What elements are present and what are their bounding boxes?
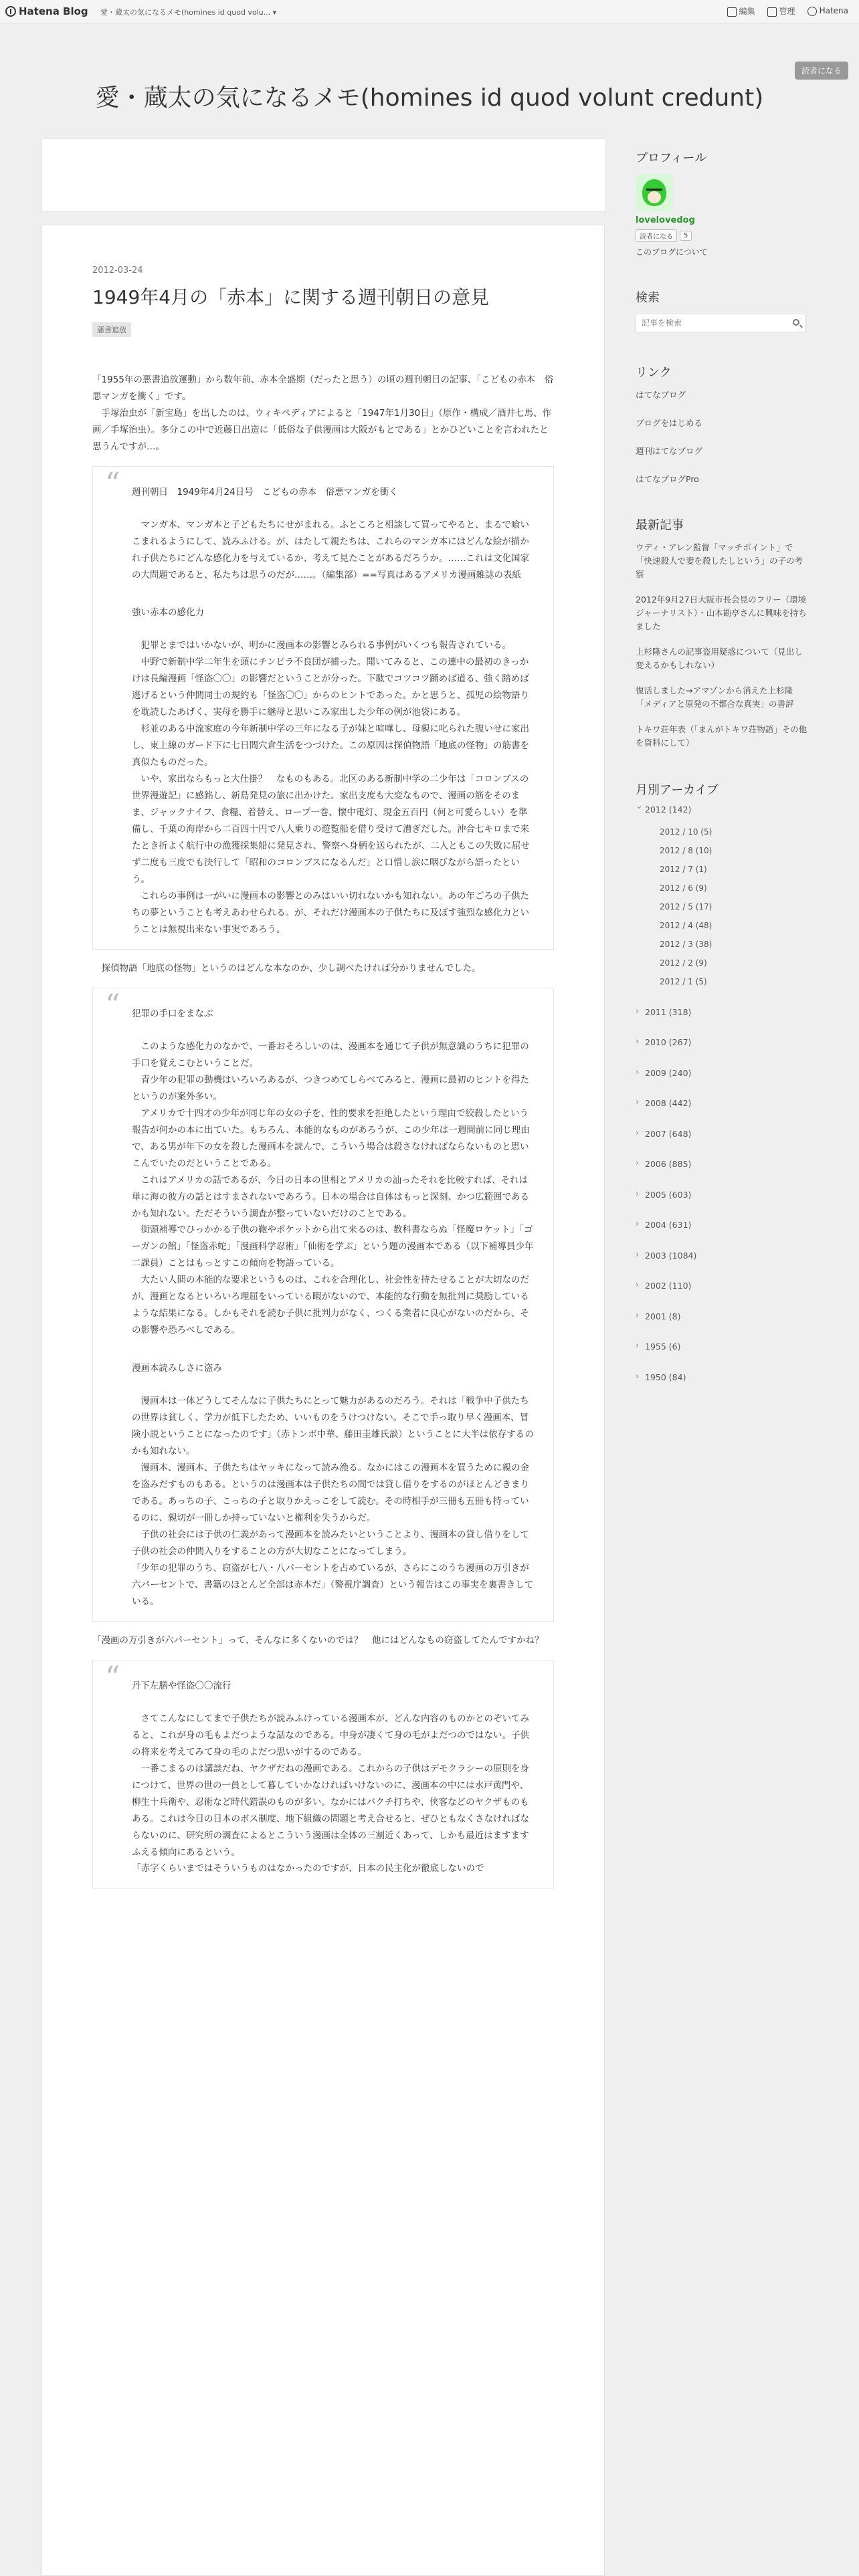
quote-paragraph: 漫画本は一体どうしてそんなに子供たちにとって魅力があるのだろう。それは「戦争中子供たちの世界は貧しく、学力が低下したため、いいものをうけつけない。そこで手っ取り早く漫画本、冒険小説ということになったのです」（赤トンボ中華、藤田圭雄氏談）ということに大半は依存するのかも知れない。 [132,1396,534,1457]
search-box [636,314,805,332]
recent-entry-link[interactable]: 2012年9月27日大阪市長会見のフリー（環境ジャーナリスト）・山本勘亭さんに興味を持ちました [636,595,807,631]
quote-paragraph: マンガ本、マンガ本と子どもたちにせがまれる。ふところと相談して買ってやると、まるで喰いこまれるようにして、読みふける。が、はたして親たちは、これらのマンガ本にはどんな絵が描かれ子供たちにどんな感化力を与えているか、考えて見たことがあるだろうか。……これは文化国家の大問題であると、私たちは思うのだが……。（編集部）==写真はあるアメリカ漫画雑誌の表紙 [132,519,529,580]
quote-paragraph: これはアメリカの話であるが、今日の日本の世相とアメリカの汕ったそれを比較すれば、それは単に海の彼方の話とはすまされないであろう。日本の場合は自体はもっと深刻、かつ広範囲であるかも知れない。ただそういう調査が整っていないだけのことである。 [132,1174,529,1219]
follow-widget [636,229,809,242]
sidebar [636,148,809,1412]
quote-paragraph: 青少年の犯罪の動機はいろいろあるが、つきつめてしらべてみると、漫画に最初のヒントを得たというのが案外多い。 [132,1074,529,1102]
archive-heading: 月別アーカイブ [636,783,719,797]
article-title[interactable]: 1949年4月の「赤本」に関する週刊朝日の意見 [92,286,490,308]
hatena-blog-logo[interactable] [5,5,88,17]
recent-entry-link[interactable]: 上杉隆さんの記事盗用疑惑について（見出し変えるかもしれない） [636,647,803,670]
paragraph: 探偵物語「地底の怪物」というのはどんな本なのか、少し調べたければ分かりませんでした。 [92,962,481,974]
quote-subheading: 漫画本読みしさに盗み [132,1363,222,1374]
quote-paragraph: これらの事例は一がいに漫画本の影響とのみはいい切れないかも知れない。あの年ごろの子供たちの夢ということも考えあわせられる。が、それだけ漫画本の子供たちに及ぼす強烈な感化力ということは無視出来ない事実であろう。 [132,890,529,935]
quote-icon: “ [105,988,120,1023]
quote-paragraph: このような感化力のなかで、一番おそろしいのは、漫画本を通じて子供が無意識のうちに犯罪の手口を覚えこむということだ。 [132,1041,529,1069]
archive-year-toggle[interactable]: › 2010 (267) [636,1039,809,1047]
search-input[interactable] [636,314,781,332]
archive-year-toggle[interactable]: › 2007 (648) [636,1130,809,1139]
quote-icon: “ [105,466,120,501]
archive-year-toggle[interactable]: › 2009 (240) [636,1069,809,1078]
archive-year-toggle[interactable]: › 2002 (110) [636,1282,809,1291]
archive-month-list [636,827,809,986]
quote-paragraph: アメリカで十四才の少年が同じ年の女の子を、性的要求を拒絶したという理由で絞殺したという報告が何かの本に出ていた。もちろん、本能的なものがあろうが、この少年は一週間前に同じ理由で、ある男が年下の女を殺した漫画本を読んで、こういう場合は殺さなければならないものと思いこんでいたのだということである。 [132,1107,530,1169]
archive-month-link[interactable]: 2012 / 2 (9) [660,958,707,968]
quote-paragraph: 漫画本、漫画本、子供たちはヤッキになって読み漁る。なかにはこの漫画本を買うために親の金を盗みだすものもある。というのは漫画本は子供たちの間では貸し借りをするのがほとんどきまりである。あっちの子、こっちの子と取りかえっこをして読む。その時相手が三冊も五冊も持っているのに、親切が一冊しか持っていないと権利を失うからだ。 [132,1463,529,1524]
archive-year-toggle[interactable]: › 2011 (318) [636,1008,809,1017]
quote-subheading: 強い赤本の感化力 [132,607,204,619]
search-module [636,288,809,332]
archive-month-link[interactable]: 2012 / 1 (5) [660,976,707,986]
paragraph: 手塚治虫が「新宝島」を出したのは、ウィキペディアによると「1947年1月30日」（原作・構成／酒井七馬、作画／手塚治虫）。多分この中で近藤日出造に「低俗な子供漫画は大阪がもとである」とかひどいことを言われたと思うんですが…。 [92,407,551,452]
quote-paragraph: いや、家出ならもっと大仕掛？ なものもある。北区のある新制中学の二少年は「コロンブスの世界漫遊記」に感銘し、新島発見の旅に出かけた。家出支度も大変なもので、漫画の筋をそのまま、ジャックナイフ、食糧、着替え、ロープ一巻、懐中電灯、現金五百円（何と可愛らしい）を準備し、千葉の海岸から二百四十円で八人乗りの遊覧船を借り受けて漕ぎだした。沖合七キロまで来たとき折よく航行中の漁獲採集船に発見され、警察へ身柄を送られたが、二人ともこの失敗に屈せず二度も三度でも決行して「昭和のコロンブスになるんだ」と口惜し涙に咽びながら語ったという。 [132,774,530,885]
article-body [92,372,554,1889]
profile-heading: プロフィール [636,151,707,165]
quote-heading: 犯罪の手口をまなぶ [132,1008,213,1019]
link-item[interactable]: 週刊はてなブログ [636,446,703,456]
archive-year-toggle[interactable]: › 1955 (6) [636,1343,809,1352]
quote-heading: 週刊朝日 1949年4月24日号 こどもの赤本 俗悪マンガを衝く [132,486,398,498]
recent-entry-link[interactable]: 復活しました→アマゾンから消えた上杉隆「メディアと原発の不都合な真実」の書評 [636,685,794,709]
follower-count[interactable]: 5 [680,231,692,241]
username-link[interactable]: lovelovedog [636,215,695,225]
archive-month-link[interactable]: 2012 / 5 (17) [660,901,712,911]
blockquote [92,1660,554,1889]
quote-paragraph: 犯罪とまではいかないが、明かに漫画本の影響とみられる事例がいくつも報告されている。 [132,640,511,651]
user-icon [807,7,817,16]
archive-year-toggle[interactable]: › 2004 (631) [636,1221,809,1230]
subscribe-button[interactable]: 読者になる [795,62,848,80]
recent-entry-link[interactable]: ウディ・アレン監督「マッチポイント」で「快速殺人で妻を殺したしという」の子の考察 [636,542,803,579]
quote-paragraph: 大たい人間の本能的な要求というものは、これを合理化し、社会性を持たせることが大切なのだが、漫画となるといろいろ理屈をいっている暇がないので、本能的な行動を無批判に奨励しているような結果になる。しかもそれを読む子供に批判力がなく、つくる業者に良心がないのだから、その影響や恐ろべしである。 [132,1275,529,1336]
blog-title[interactable]: 愛・蔵太の気になるメモ(homines id quod volunt credunt) [95,84,764,112]
quote-paragraph: 中野で新制中学二年生を頭にチンピラ不良団が捕った。聞いてみると、この連中の最初のきっかけは長編漫画「怪盗〇〇」の影響だということが分った。下駄でコツコツ踊めば道る、強く踏めば逃げるという仲間同士の規約も「怪盗〇〇」からのヒントであった。かと思うと、孤児の絵物語りを耽読したあげく、実母を勝手に継母と思いこみ家出した少年の例が池袋にある。 [132,657,529,718]
follow-button[interactable]: 読者になる [636,229,677,242]
links-heading: リンク [636,366,672,380]
quote-paragraph: 杉並のある中流家庭の今年新制中学の三年になる子が妹と喧嘩し、母親に叱られた腹いせに家出し、東上線のガード下に七日間穴倉生活をつづけた。この原因は探偵物語「地底の怪物」の筋書を真似たものだった。 [132,724,529,768]
hatena-logo-icon [5,6,16,17]
blog-header [0,23,859,140]
paragraph: 「漫画の万引きが六パーセント」って、そんなに多くないのでは？ 他にはどんなもの窃盗してたんですかね？ [92,1634,544,1646]
quote-paragraph: 「赤字くらいまではそういうものはなかったのですが、日本の民主化が徹底しないので [132,1863,484,1874]
blog-selector[interactable]: 愛・蔵太の気になるメモ(homines id quod volu... ▾ [100,8,277,17]
edit-link[interactable]: 編集 [727,5,755,17]
archive-year-toggle[interactable]: › 1950 (84) [636,1374,809,1382]
archive-year-toggle[interactable]: ⌄ 2012 (142) [636,806,809,815]
article [41,225,605,2576]
header-tools [727,5,848,17]
link-item[interactable]: ブログをはじめる [636,418,703,428]
archive-month-link[interactable]: 2012 / 7 (1) [660,864,707,874]
links-module [636,363,809,485]
manage-link[interactable]: 管理 [767,5,795,17]
archive-month-link[interactable]: 2012 / 8 (10) [660,845,712,855]
archive-month-link[interactable]: 2012 / 4 (48) [660,920,712,930]
archive-year-toggle[interactable]: › 2001 (8) [636,1313,809,1321]
dashboard-icon [767,7,777,17]
recent-entry-link[interactable]: トキワ荘年表（「まんがトキワ荘物語」その他を資料にして） [636,724,807,748]
blockquote [92,988,554,1622]
archive-year-toggle[interactable]: › 2008 (442) [636,1099,809,1108]
quote-heading: 丹下左膳や怪盗〇〇流行 [132,1680,231,1691]
archive-month-link[interactable]: 2012 / 3 (38) [660,939,712,949]
recent-heading: 最新記事 [636,518,684,532]
quote-icon: “ [105,1660,120,1695]
archive-month-link[interactable]: 2012 / 6 (9) [660,883,707,893]
recent-entries-module [636,516,809,750]
search-heading: 検索 [636,291,660,305]
article-date[interactable]: 2012-03-24 [92,265,143,276]
global-header [0,0,859,23]
blockquote [92,466,554,950]
avatar[interactable] [636,174,673,211]
link-item[interactable]: はてなブログPro [636,474,699,484]
quote-paragraph: さてこんなにしてまで子供たちが読みふけっている漫画本が、どんな内容のものかとのぞいてみると、これが身の毛もよだつような話なのである。中身が凄くて身の毛がよだつのではない。子供の将来を考えてみて身の毛のよだつ思いがするのである。 [132,1713,529,1757]
category-tag[interactable]: 悪書追放 [92,322,131,337]
quote-paragraph: 街頭補導でひっかかる子供の鞄やポケットから出て来るのは、教科書ならぬ「怪魔ロケット」「ゴーガンの館」「怪盗赤蛇」「漫画科学忍術」「仙術を学ぶ」という題の漫画本である（以下補導員少年二課員）ことはもっとすこの傾向を物語っている。 [132,1224,534,1269]
archive-year-toggle[interactable]: › 2005 (603) [636,1191,809,1200]
link-item[interactable]: はてなブログ [636,390,686,400]
quote-paragraph: 一番こまるのは講談だね、ヤクザだねの漫画である。これからの子供はデモクラシーの原則を身につけて、世界の世の一員として暮していかなければいけないのに、漫画本の中には水戸黄門や、柳生十兵衛や、忍術など時代錯誤のものが多い。なかにはバクチ打ちや、侠客などのヤクザものもある。これは今日の日本のボス制度、地下組織の問題と考え合せると、ぜひともなくさなければならないのに、研究所の調査によるとこういう漫画は全体の三割近くあって、しかも最近はますますふえる傾向にあるという。 [132,1763,529,1858]
paragraph: 「1955年の悪書追放運動」から数年前、赤本全盛期（だったと思う）の頃の週刊朝日の記事、「こどもの赤本 俗悪マンガを衝く」です。 [92,374,554,402]
pencil-icon [727,7,737,17]
about-blog-link[interactable]: このブログについて [636,247,708,257]
quote-paragraph: 「少年の犯罪のうち、窃盗が七八・八パーセントを占めているが、さらにこのうち漫画の万引きが六パーセントで、書籍のほとんど全部は赤本だ」（警視庁調査）という報告はこの事実を裏書きしている。 [132,1562,534,1607]
profile-module [636,148,809,257]
ad-slot [41,138,606,212]
search-icon[interactable] [793,319,799,326]
hatena-account-link[interactable]: Hatena [807,6,848,16]
quote-paragraph: 子供の社会には子供の仁義があって漫画本を読みたいということより、漫画本の貸し借りをして子供の社会の仲間入りをすることの方が大切なことになってしまう。 [132,1529,529,1557]
archive-year-toggle[interactable]: › 2003 (1084) [636,1252,809,1261]
archive-month-link[interactable]: 2012 / 10 (5) [660,827,712,837]
archive-module [636,780,809,1382]
logo-text: Hatena Blog [19,5,88,17]
archive-year-toggle[interactable]: › 2006 (885) [636,1160,809,1169]
